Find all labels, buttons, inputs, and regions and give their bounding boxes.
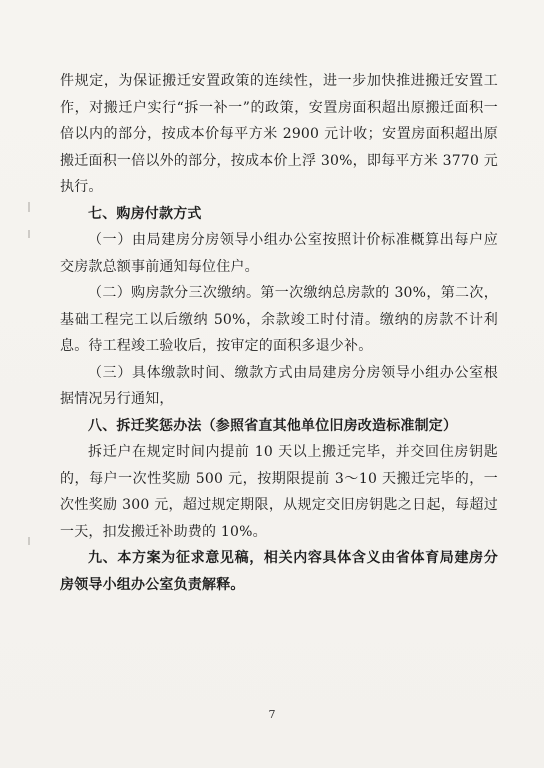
payment-clause-3: （三）具体缴款时间、缴款方式由局建房分房领导小组办公室根据情况另行通知， — [60, 364, 498, 407]
scan-mark — [28, 537, 30, 545]
paragraph-continuation: 件规定，为保证搬迁安置政策的连续性，进一步加快推进搬迁安置工作，对搬迁户实行“拆一补一”的政策，安置房面积超出原搬迁面积一倍以内的部分，按成本价每平方米 2900 元计收；安置房面积超出原搬迁面积一倍以外的部分，按成本价上浮 30%，即每平方米 3770 元执行。 — [60, 73, 498, 195]
scan-mark — [28, 230, 30, 238]
payment-clause-2: （二）购房款分三次缴纳。第一次缴纳总房款的 30%，第二次，基础工程完工以后缴纳 50%，余款竣工时付清。缴纳的房款不计利息。待工程竣工验收后，按审定的面积多退少补。 — [60, 285, 498, 354]
scan-mark — [28, 202, 30, 212]
section-heading-payment: 七、购房付款方式 — [88, 205, 202, 222]
section-heading-rewards: 八、拆迁奖惩办法（参照省直其他单位旧房改造标准制定） — [88, 417, 458, 434]
document-body — [60, 68, 498, 598]
payment-clause-1: （一）由局建房分房领导小组办公室按照计价标准概算出每户应交房款总额事前通知每位住户。 — [60, 232, 498, 275]
page-number: 7 — [268, 708, 276, 721]
section-heading-explanation: 九、本方案为征求意见稿，相关内容具体含义由省体育局建房分房领导小组办公室负责解释。 — [60, 550, 498, 593]
rewards-clause: 拆迁户在规定时间内提前 10 天以上搬迁完毕，并交回住房钥匙的，每户一次性奖励 500 元，按期限提前 3～10 天搬迁完毕的，一次性奖励 300 元，超过规定期限，从规定交旧房钥匙之日起，每超过一天，扣发搬迁补助费的 10%。 — [60, 444, 498, 540]
